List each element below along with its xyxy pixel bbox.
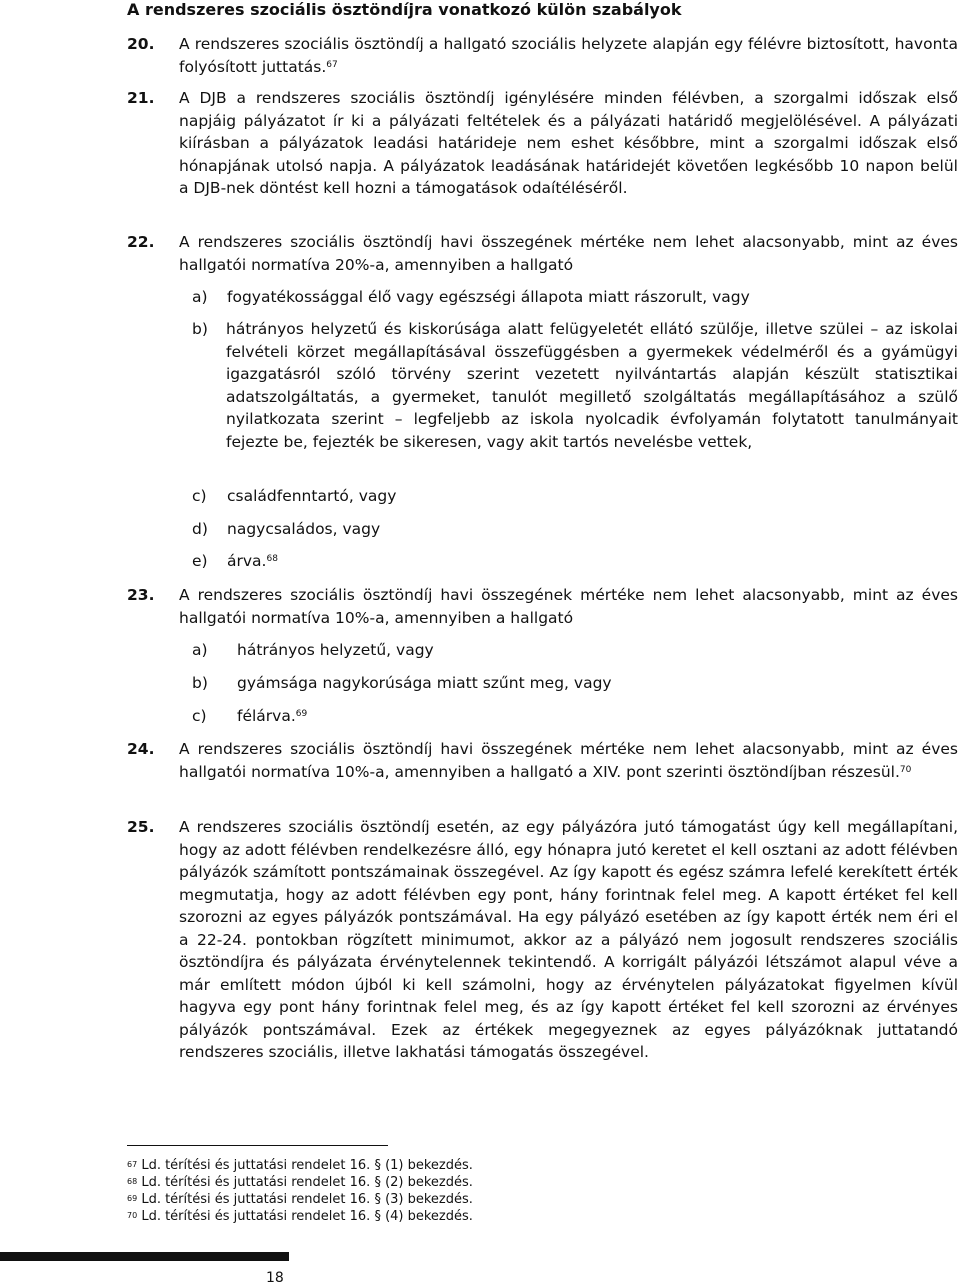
section-title: A rendszeres szociális ösztöndíjra vonatkozó külön szabályok — [127, 0, 682, 19]
list-item — [192, 705, 958, 728]
list-label: a) — [192, 641, 208, 659]
list-item — [192, 318, 958, 453]
footnote-ref: 68 — [266, 554, 278, 564]
footnote-text: Ld. térítési és juttatási rendelet 16. § (4) bekezdés. — [141, 1209, 473, 1224]
list-label: b) — [192, 674, 208, 692]
list-text: nagycsaládos, vagy — [227, 520, 381, 538]
footnote-text: Ld. térítési és juttatási rendelet 16. § (3) bekezdés. — [141, 1192, 473, 1207]
footer-bar — [0, 1252, 289, 1261]
paragraph-22 — [127, 231, 958, 276]
paragraph-21 — [127, 87, 958, 200]
footnote-text: Ld. térítési és juttatási rendelet 16. § (1) bekezdés. — [141, 1158, 473, 1173]
list-label: c) — [192, 707, 207, 725]
list-label: d) — [192, 520, 208, 538]
list-text: félárva. — [237, 707, 296, 725]
paragraph-number: 24. — [127, 740, 155, 758]
paragraph-text: A DJB a rendszeres szociális ösztöndíj igénylésére minden félévben, a szorgalmi időszak első napjáig pályázatot ír ki a pályázati feltételek és a pályázati határidő megjelölésével. A pályázati kiírásban a pályázatok leadási határideje nem eshet későbbre, mint a szorgalmi időszak első hónapjának utolsó napja. A pályázatok leadásának határidejét követően legkésőbb 10 napon belül a DJB-nek döntést kell hozni a támogatások odaítéléséről. — [179, 89, 958, 197]
paragraph-24 — [127, 738, 958, 783]
paragraph-number: 23. — [127, 586, 155, 604]
paragraph-number: 20. — [127, 35, 155, 53]
list-text: árva. — [227, 552, 267, 570]
list-item — [192, 518, 958, 541]
list-label: e) — [192, 552, 208, 570]
list-item — [192, 286, 958, 309]
paragraph-23 — [127, 584, 958, 629]
footnote-ref: 67 — [326, 59, 338, 70]
list-item — [192, 550, 958, 573]
footnote — [127, 1174, 473, 1191]
paragraph-text: A rendszeres szociális ösztöndíj havi összegének mértéke nem lehet alacsonyabb, mint az éves hallgatói normatíva 10%-a, amennyiben a hallgató a XIV. pont szerinti ösztöndíjban részesül. — [179, 740, 958, 781]
paragraph-number: 21. — [127, 89, 155, 107]
list-text: hátrányos helyzetű, vagy — [237, 641, 434, 659]
footnote-divider — [127, 1145, 388, 1146]
list-label: c) — [192, 487, 207, 505]
page-number: 18 — [266, 1270, 284, 1286]
list-item — [192, 639, 958, 662]
footnote-number: 69 — [127, 1194, 138, 1203]
footnote — [127, 1191, 473, 1208]
list-item — [192, 485, 958, 508]
list-text: hátrányos helyzetű és kiskorúsága alatt felügyeletét ellátó szülője, illetve szülei – az iskolai felvételi körzet megállapításával összefüggésben a gyermekek védelméről és a gyámügyi igazgatásról szóló törvény szerint vezetett nyilvántartás alapján készült statisztikai adatszolgáltatás, a gyermeket, tanulót megillető szolgáltatás megállapításához a szülő nyilatkozata szerint – legfeljebb az iskola nyolcadik évfolyamán folytatott tanulmányait fejezte be, fejezték be sikeresen, vagy akit tartós nevelésbe vettek, — [226, 320, 958, 451]
paragraph-text: A rendszeres szociális ösztöndíj esetén, az egy pályázóra jutó támogatást úgy kell megállapítani, hogy az adott félévben rendelkezésre álló, egy hónapra jutó keretet el kell osztani az adott félévben pályázók számított pontszámainak összegével. Az így kapott és egész számra lefelé kerekített érték megmutatja, hogy az adott félévben egy pont, hány forintnak felel meg. A kapott értéket fel kell szorozni az egyes pályázók pontszámával. Ha egy pályázó esetében az így kapott érték nem éri el a 22-24. pontokban rögzített minimumot, akkor az a pályázó nem jogosult rendszeres szociális ösztöndíjra és pályázata érvénytelennek tekintendő. A korrigált pályázói létszámot alapul véve a már említett módon újból ki kell számolni, hogy az érvénytelen pályázatokat figyelmen kívül hagyva egy pont hány forintnak felel meg, és az így kapott értéket fel kell szorozni az érvényes pályázók pontszámával. Ezek az értékek megegyeznek az egyes pályázóknak juttatandó rendszeres szociális, illetve lakhatási támogatás összegével. — [179, 818, 958, 1061]
footnote-number: 68 — [127, 1177, 138, 1186]
list-label: a) — [192, 288, 208, 306]
paragraph-text: A rendszeres szociális ösztöndíj havi összegének mértéke nem lehet alacsonyabb, mint az éves hallgatói normatíva 10%-a, amennyiben a hallgató — [179, 586, 958, 627]
footnote-ref: 69 — [295, 709, 308, 719]
footnote-text: Ld. térítési és juttatási rendelet 16. § (2) bekezdés. — [141, 1175, 473, 1190]
footnote — [127, 1208, 473, 1225]
paragraph-text: A rendszeres szociális ösztöndíj havi összegének mértéke nem lehet alacsonyabb, mint az éves hallgatói normatíva 20%-a, amennyiben a hallgató — [179, 233, 958, 274]
footnote-ref: 70 — [899, 764, 912, 775]
footnotes — [127, 1157, 473, 1225]
paragraph-number: 22. — [127, 233, 155, 251]
list-label: b) — [192, 320, 208, 338]
footnote-number: 70 — [127, 1211, 138, 1220]
footnote-number: 67 — [127, 1160, 138, 1169]
list-text: gyámsága nagykorúsága miatt szűnt meg, vagy — [237, 674, 612, 692]
list-text: családfenntartó, vagy — [227, 487, 397, 505]
paragraph-text: A rendszeres szociális ösztöndíj a hallgató szociális helyzete alapján egy félévre biztosított, havonta folyósított juttatás. — [179, 35, 958, 76]
list-item — [192, 672, 958, 695]
paragraph-25 — [127, 816, 958, 1064]
paragraph-20 — [127, 33, 958, 78]
paragraph-number: 25. — [127, 818, 155, 836]
list-text: fogyatékossággal élő vagy egészségi állapota miatt rászorult, vagy — [227, 288, 750, 306]
footnote — [127, 1157, 473, 1174]
